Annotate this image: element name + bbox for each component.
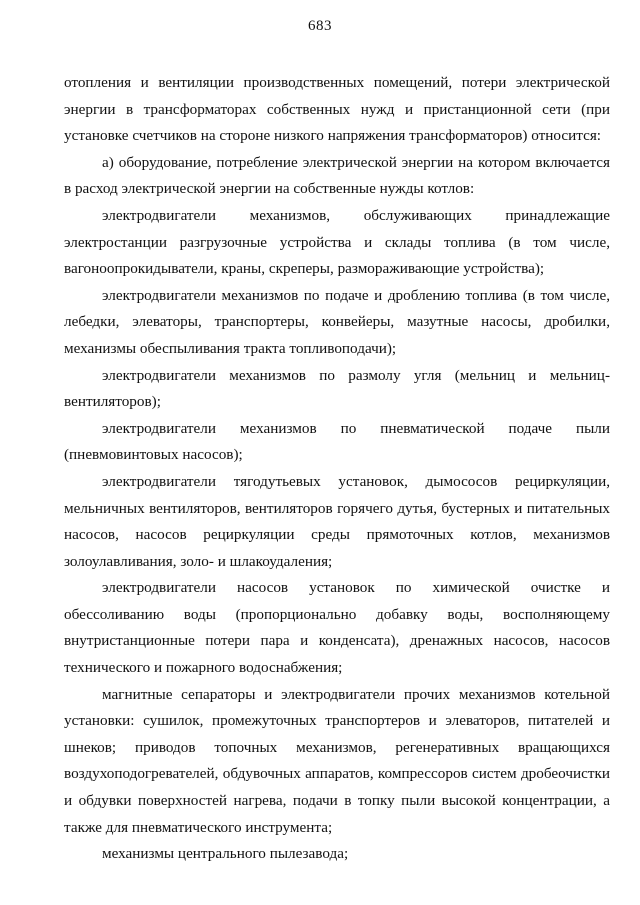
paragraph-central-dust-plant: механизмы центрального пылезавода; [102, 845, 349, 863]
paragraph-coal-grinding: электродвигатели механизмов по размолу угля (мельниц и мельниц-вентиляторов); [64, 366, 610, 411]
document-body [64, 70, 610, 868]
paragraph-pneumatic-feed: электродвигатели механизмов по пневматической подаче пыли (пневмовинтовых насосов); [64, 419, 610, 464]
paragraph-continuation: отопления и вентиляции производственных помещений, потери электрической энергии в трансформаторах собственных нужд и пристанционной сети (при установке счетчиков на стороне низкого напряжения трансформаторов) относится: [64, 74, 610, 145]
paragraph-water-treatment: электродвигатели насосов установок по химической очистке и обессоливанию воды (пропорционально добавку воды, восполняющему внутристанционные потери пара и конденсата), дренажных насосов, насосов технического и пожарного водоснабжения; [64, 579, 610, 677]
paragraph-unloading-equipment: электродвигатели механизмов, обслуживающих принадлежащие электростанции разгрузочные устройства и склады топлива (в том числе, вагоноопрокидыватели, краны, скреперы, размораживающие устройства); [64, 206, 610, 278]
paragraph-fuel-feed: электродвигатели механизмов по подаче и дроблению топлива (в том числе, лебедки, элеваторы, транспортеры, конвейеры, мазутные насосы, дробилки, механизмы обеспыливания тракта топливоподачи); [64, 286, 610, 357]
paragraph-draft-units: электродвигатели тягодутьевых установок, дымососов рециркуляции, мельничных вентиляторов, вентиляторов горячего дутья, бустерных и питательных насосов, насосов рециркуляции среды прямоточных котлов, механизмов золоулавливания, золо- и шлакоудаления; [64, 472, 610, 570]
paragraph-item-a: а) оборудование, потребление электрической энергии на котором включается в расход электрической энергии на собственные нужды котлов: [64, 153, 610, 198]
paragraph-magnetic-separators: магнитные сепараторы и электродвигатели прочих механизмов котельной установки: сушилок, промежуточных транспортеров и элеваторов, питателей и шнеков; приводов топочных механизмов, регенеративных вращающихся воздухоподогревателей, обдувочных аппаратов, компрессоров систем дробеочистки и обдувки поверхностей нагрева, подачи в топку пыли высокой концентрации, а также для пневматического инструмента; [64, 685, 610, 836]
page-number: 683 [308, 18, 332, 34]
